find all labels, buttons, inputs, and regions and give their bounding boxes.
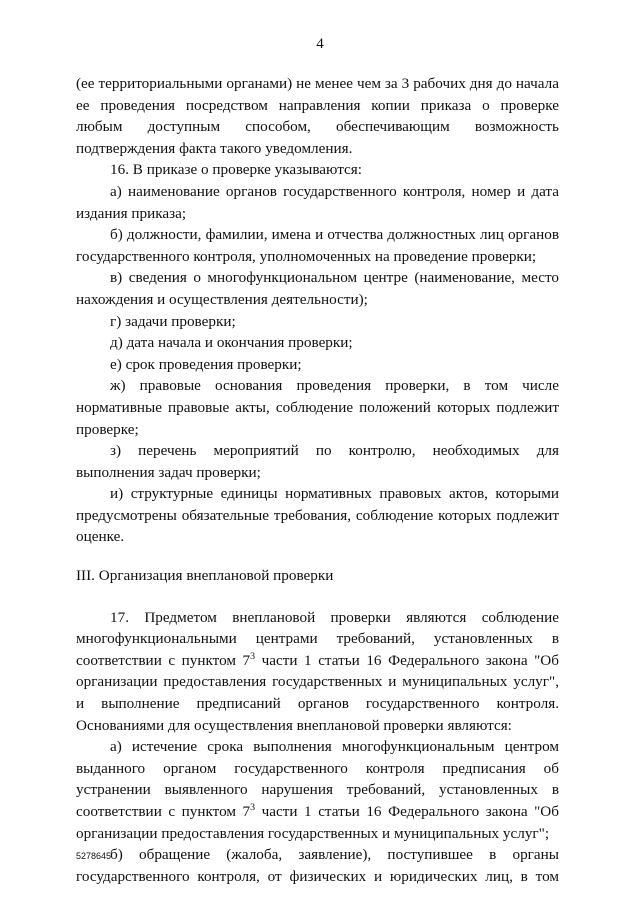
paragraph-17-text-end: части 1 статьи 16 Федерального закона "Об организации предоставления государственных и муниципальных услуг", и выполнение предписаний органов государственного контроля. Основаниями для осуществления внеплановой проверки являются: (76, 651, 559, 734)
list-item-i: и) структурные единицы нормативных правовых актов, которыми предусмотрены обязательные требования, соблюдение которых подлежит оценке. (76, 485, 559, 546)
list-item-g: г) задачи проверки; (110, 312, 236, 330)
list-item-b: б) должности, фамилии, имена и отчества должностных лиц органов государственного контроля, уполномоченных на проведение проверки; (76, 226, 559, 265)
list-item-v: в) сведения о многофункциональном центре (наименование, место нахождения и осуществления деятельности); (76, 269, 559, 308)
basis-item-a (76, 736, 559, 844)
list-item-d: д) дата начала и окончания проверки; (110, 334, 353, 352)
basis-item-a-text-start: а) истечение срока выполнения многофункциональным центром выданного органом государственного контроля предписания об устранении выявленного нарушения требований, установленных в соответствии с пунктом 7 (76, 738, 559, 820)
page-number: 4 (316, 36, 324, 52)
list-item-a: а) наименование органов государственного контроля, номер и дата издания приказа; (76, 182, 559, 222)
list-item-e: е) срок проведения проверки; (110, 355, 302, 373)
basis-item-a-text-end: части 1 статьи 16 Федерального закона "Об организации предоставления государственных и муниципальных услуг"; (76, 803, 559, 842)
paragraph-17 (76, 607, 559, 737)
paragraph-17-superscript: 3 (250, 650, 256, 662)
section-heading: III. Организация внеплановой проверки (76, 567, 334, 585)
document-body (76, 73, 559, 887)
paragraph-16: 16. В приказе о проверке указываются: (110, 161, 362, 179)
list-item-z: з) перечень мероприятий по контролю, необходимых для выполнения задач проверки; (76, 442, 559, 481)
paragraph-continuation: (ее территориальными органами) не менее чем за 3 рабочих дня до начала ее проведения посредством направления копии приказа о проверке любым доступным способом, обеспечивающим возможность подтверждения факта такого уведомления. (76, 75, 559, 157)
list-item-zh: ж) правовые основания проведения проверки, в том числе нормативные правовые акты, соблюдение положений которых подлежит проверке; (76, 377, 559, 438)
document-code: 5278645 (76, 851, 112, 861)
paragraph-17-text-start: 17. Предметом внеплановой проверки являются соблюдение многофункциональными центрами требований, установленных в соответствии с пунктом 7 (76, 608, 559, 669)
basis-item-b: б) обращение (жалоба, заявление), поступившее в органы государственного контроля, от физических и юридических лиц, в том (76, 846, 559, 885)
basis-item-a-superscript: 3 (250, 801, 256, 813)
